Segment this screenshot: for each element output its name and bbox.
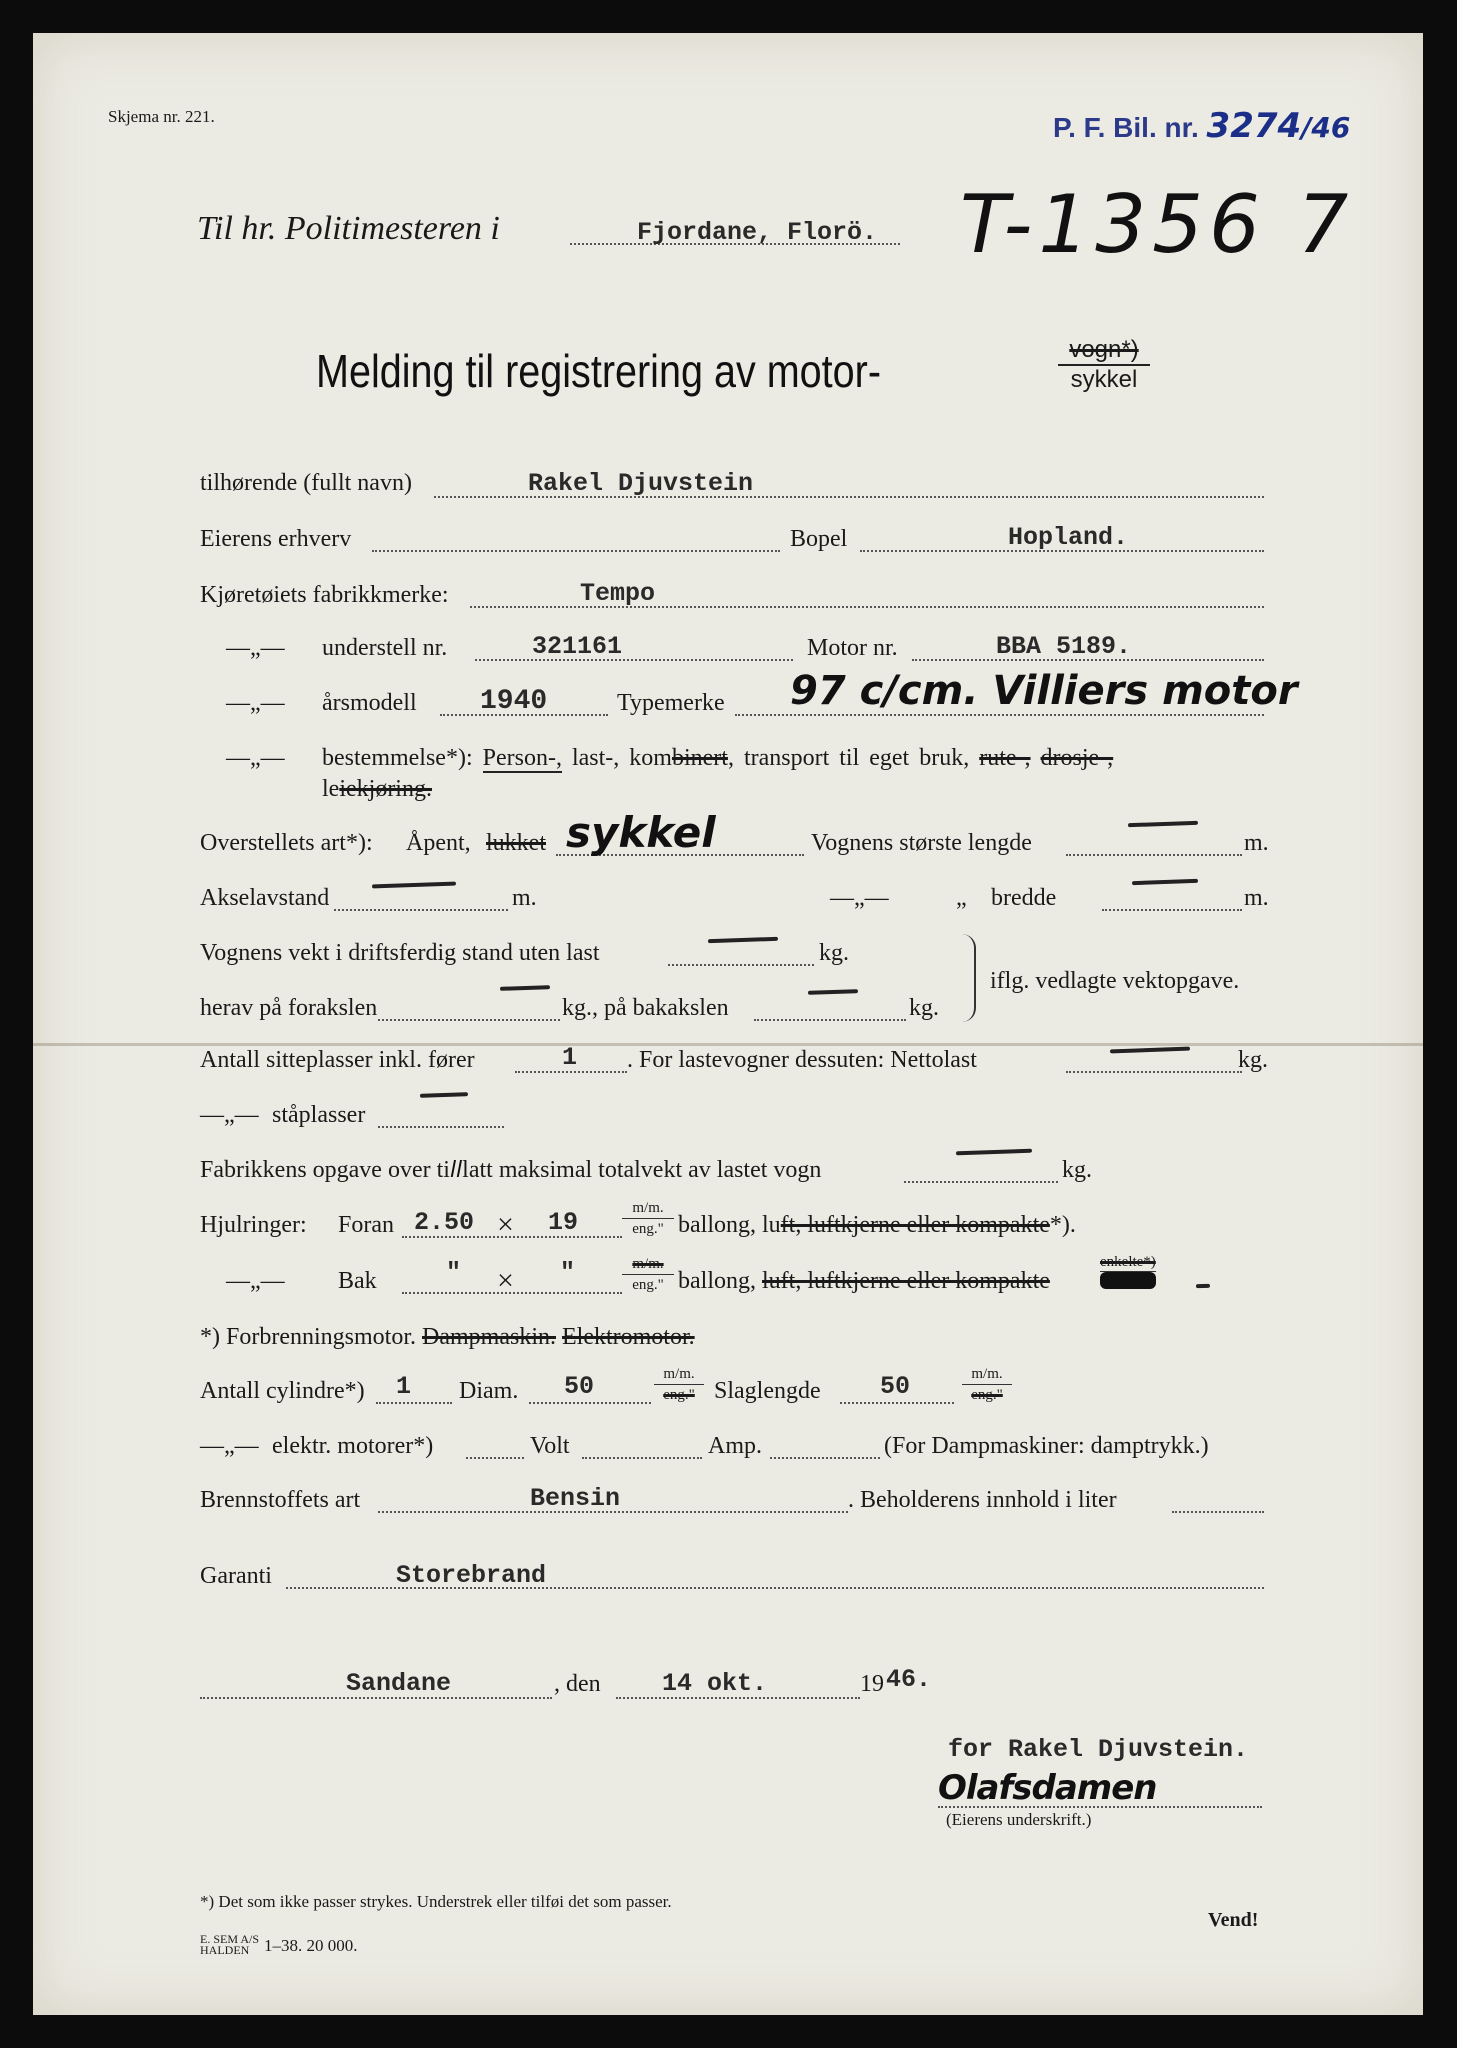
title-options xyxy=(1058,336,1150,394)
residence-label: Bopel xyxy=(790,526,848,552)
seats-label: Antall sitteplasser inkl. fører xyxy=(200,1047,475,1073)
purpose-line-2 xyxy=(322,776,432,803)
reference-number: T-1356 7 xyxy=(960,178,1355,271)
print-run: 1–38. 20 000. xyxy=(264,1936,358,1955)
rear-ditto: " xyxy=(446,1258,462,1287)
engine-combustion: *) Forbrenningsmotor. xyxy=(200,1324,416,1350)
residence-value: Hopland. xyxy=(1008,523,1129,552)
recipient-label: Til hr. Politimesteren i xyxy=(197,210,500,247)
purpose-last: last-, xyxy=(571,745,620,771)
max-weight-label: Fabrikkens opgave over tilllatt maksimal totalvekt av lastet vogn xyxy=(200,1157,822,1183)
form-sheet xyxy=(33,33,1423,2015)
unit-eng: eng." xyxy=(632,1221,664,1237)
times-sign: × xyxy=(497,1264,514,1297)
body-closed: lukket xyxy=(486,830,546,856)
printer-city: HALDEN xyxy=(200,1943,250,1957)
weight-label: Vognens vekt i driftsferdig stand uten last xyxy=(200,940,600,966)
type-label: Typemerke xyxy=(617,690,725,716)
ditto-mark: —„— xyxy=(200,1102,259,1128)
front-diameter: 19 xyxy=(548,1208,579,1237)
rear-ditto: " xyxy=(560,1258,576,1287)
max-weight-label-b: latt maksimal totalvekt av lastet vogn xyxy=(462,1157,822,1183)
year-value: 1940 xyxy=(480,686,548,717)
stroke-unit xyxy=(962,1364,1012,1405)
purpose-person: Person-, xyxy=(482,745,562,771)
fold-line xyxy=(33,1043,1423,1046)
rear-single: enkelte*) xyxy=(1100,1254,1156,1270)
owner-name-label: tilhørende (fullt navn) xyxy=(200,470,412,496)
ditto-mark: —„— xyxy=(830,885,889,911)
body-handwritten: sykkel xyxy=(566,808,716,857)
printer xyxy=(200,1934,259,1956)
insurance-value: Storebrand xyxy=(396,1561,547,1590)
unit-kg: kg. xyxy=(909,995,939,1021)
ditto-mark: —„— xyxy=(226,635,285,661)
front-lu: lu xyxy=(762,1212,781,1238)
stamp-number: 3274 xyxy=(1206,106,1302,146)
electric-motors-label: elektr. motorer*) xyxy=(272,1433,434,1459)
recipient-value: Fjordane, Florö. xyxy=(637,218,878,247)
standing-label: ståplasser xyxy=(272,1102,366,1128)
signature-caption: (Eierens underskrift.) xyxy=(946,1810,1092,1829)
purpose-line xyxy=(322,745,1113,772)
rear-line xyxy=(678,1268,1050,1295)
brace xyxy=(960,934,976,1022)
purpose-binert: binert xyxy=(671,745,728,771)
seats-value: 1 xyxy=(562,1043,578,1072)
title-option-vogn: vogn*) xyxy=(1058,336,1150,366)
engine-steam: Dampmaskin. xyxy=(422,1324,556,1350)
unit-m: m. xyxy=(1244,885,1269,911)
unit-eng: eng." xyxy=(632,1277,664,1293)
diam-value: 50 xyxy=(564,1372,595,1401)
occupation-label: Eierens erhverv xyxy=(200,526,352,552)
ditto-mark: —„— xyxy=(200,1433,259,1459)
ditto-mark: —„— xyxy=(226,690,285,716)
front-line xyxy=(678,1212,1076,1239)
purpose-kom: kom xyxy=(629,745,672,771)
truck-label: . For lastevogner dessuten: Nettolast xyxy=(627,1047,977,1073)
front-end: *). xyxy=(1049,1212,1076,1238)
stamp-prefix: P. F. Bil. nr. xyxy=(1053,112,1199,143)
title-option-sykkel: sykkel xyxy=(1070,366,1138,393)
unit-kg: kg. xyxy=(819,940,849,966)
rear-unit xyxy=(622,1254,674,1295)
wheels-label: Hjulringer: xyxy=(200,1212,307,1238)
unit-eng: eng." xyxy=(663,1387,695,1403)
unit-m: m. xyxy=(1244,830,1269,856)
make-value: Tempo xyxy=(580,579,656,608)
body-open: Åpent, xyxy=(406,830,471,856)
rear-double: doble xyxy=(1100,1272,1156,1289)
owner-name-value: Rakel Djuvstein xyxy=(528,469,754,498)
purpose-transport: , transport til eget bruk, xyxy=(727,745,970,771)
signing-date: 14 okt. xyxy=(662,1669,768,1698)
purpose-drosje: drosje-, xyxy=(1040,745,1114,771)
front-unit xyxy=(622,1198,674,1239)
den-label: , den xyxy=(554,1671,601,1697)
balloon-label: ballong, xyxy=(678,1268,756,1294)
front-width: 2.50 xyxy=(414,1208,475,1237)
stamp-suffix: /46 xyxy=(1301,111,1351,144)
purpose-label: bestemmelse*): xyxy=(322,745,473,771)
registration-stamp xyxy=(1053,106,1350,146)
form-number: Skjema nr. 221. xyxy=(108,107,215,126)
year-suffix: 46. xyxy=(886,1665,932,1694)
motor-value: BBA 5189. xyxy=(996,632,1132,661)
cylinders-value: 1 xyxy=(396,1372,412,1401)
unit-kg: kg. xyxy=(1062,1157,1092,1183)
engine-electric: Elektromotor. xyxy=(561,1324,695,1350)
rear-struck-options: luft, luftkjerne eller kompakte xyxy=(762,1268,1050,1294)
width-label: bredde xyxy=(991,885,1057,911)
amp-label: Amp. xyxy=(708,1433,762,1459)
unit-eng: eng." xyxy=(971,1387,1003,1403)
type-value: 97 c/cm. Villiers motor xyxy=(790,668,1298,714)
on-behalf: for Rakel Djuvstein. xyxy=(948,1735,1249,1764)
weight-note: iflg. vedlagte vektopgave. xyxy=(990,968,1240,994)
length-label: Vognens største lengde xyxy=(811,830,1032,856)
max-weight-label-a: Fabrikkens opgave over ti xyxy=(200,1157,450,1183)
printer-name: E. SEM A/S xyxy=(200,1932,260,1946)
fuel-value: Bensin xyxy=(530,1484,621,1513)
cylinders-label: Antall cylindre*) xyxy=(200,1378,365,1404)
ditto-mark: —„— xyxy=(226,1268,285,1294)
unit-mm: m/m. xyxy=(622,1198,674,1219)
stroke-label: Slaglengde xyxy=(714,1378,821,1404)
axle-label: Akselavstand xyxy=(200,885,330,911)
rear-label: Bak xyxy=(338,1268,377,1294)
ditto-mark: —„— xyxy=(226,745,285,771)
purpose-rute: rute-, xyxy=(979,745,1031,771)
fuel-label: Brennstoffets art xyxy=(200,1487,361,1513)
motor-label: Motor nr. xyxy=(807,635,898,661)
body-label: Overstellets art*): xyxy=(200,830,373,856)
insurance-label: Garanti xyxy=(200,1563,272,1589)
engine-type-line xyxy=(200,1324,695,1351)
tank-label: . Beholderens innhold i liter xyxy=(848,1487,1117,1513)
footer-note: *) Det som ikke passer strykes. Understrek eller tilføi det som passer. xyxy=(200,1892,672,1911)
make-label: Kjøretøiets fabrikkmerke: xyxy=(200,582,449,608)
front-label: Foran xyxy=(338,1212,394,1238)
unit-mm: m/m. xyxy=(962,1364,1012,1385)
volt-label: Volt xyxy=(530,1433,570,1459)
front-struck-options: ft, luftkjerne eller kompakte xyxy=(780,1212,1050,1238)
front-axle-label: herav på forakslen xyxy=(200,995,378,1021)
form-title: Melding til registrering av motor- xyxy=(316,345,882,397)
balloon-label: ballong, xyxy=(678,1212,756,1238)
rear-axle-label: kg., på bakakslen xyxy=(562,995,729,1021)
chassis-value: 321161 xyxy=(532,632,623,661)
diam-unit xyxy=(654,1364,704,1405)
unit-mm: m/m. xyxy=(622,1254,674,1275)
trailing-dash xyxy=(1196,1284,1210,1288)
unit-kg: kg. xyxy=(1238,1047,1268,1073)
purpose-iekjoring: iekjøring. xyxy=(339,776,432,802)
diam-label: Diam. xyxy=(459,1378,519,1404)
steam-pressure-note: (For Dampmaskiner: damptrykk.) xyxy=(884,1433,1209,1459)
turn-over: Vend! xyxy=(1208,1909,1259,1931)
unit-mm: m/m. xyxy=(654,1364,704,1385)
signature-scrawl: Olafsdamen xyxy=(938,1768,1157,1808)
times-sign: × xyxy=(497,1208,514,1241)
signing-place: Sandane xyxy=(346,1669,452,1698)
ditto-quote: „ xyxy=(956,885,967,911)
chassis-label: understell nr. xyxy=(322,635,448,661)
year-prefix: 19 xyxy=(860,1671,884,1697)
stroke-value: 50 xyxy=(880,1372,911,1401)
unit-m: m. xyxy=(512,885,537,911)
rear-single-double xyxy=(1100,1254,1156,1289)
purpose-le: le xyxy=(322,776,340,802)
year-label: årsmodell xyxy=(322,690,417,716)
